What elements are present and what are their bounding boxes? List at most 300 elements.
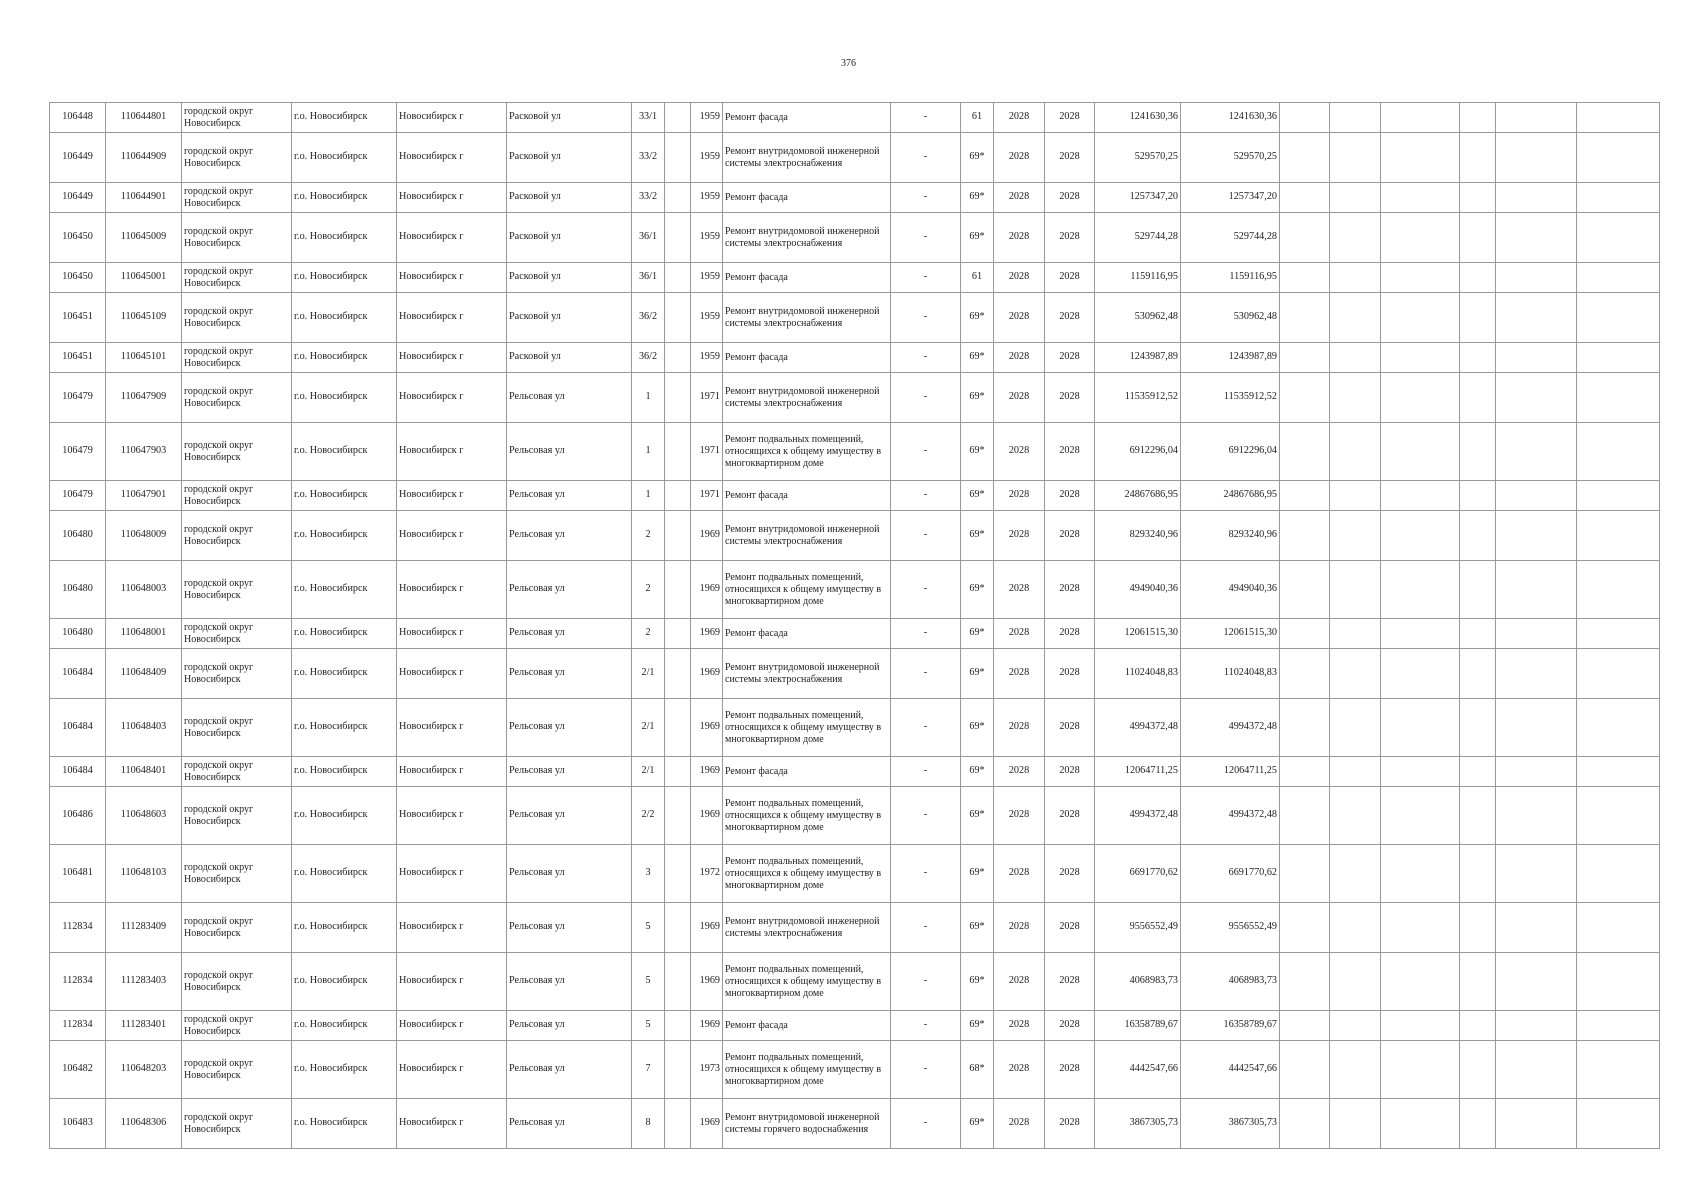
row-empty-cell [1496,649,1577,699]
row-municipality: городской округ Новосибирск [182,511,292,561]
row-okrug: г.о. Новосибирск [292,903,397,953]
row-building [665,263,691,293]
row-okrug: г.о. Новосибирск [292,953,397,1011]
row-empty-cell [1577,1099,1660,1149]
row-empty-cell [1280,1011,1330,1041]
row-id: 106482 [50,1041,106,1099]
table-row [50,649,1660,699]
row-municipality: городской округ Новосибирск [182,183,292,213]
row-total: 4994372,48 [1181,699,1280,757]
table-body [50,103,1660,1149]
row-wear: 69* [961,1099,994,1149]
row-empty-cell [1460,1011,1496,1041]
row-empty-cell [1460,133,1496,183]
row-house: 5 [632,1011,665,1041]
row-work-type: Ремонт подвальных помещений, относящихся к общему имуществу в многоквартирном доме [723,561,891,619]
row-empty-cell [1330,1099,1381,1149]
row-empty-cell [1577,133,1660,183]
row-empty-cell [1577,183,1660,213]
row-empty-cell [1330,787,1381,845]
row-municipality: городской округ Новосибирск [182,263,292,293]
row-empty-cell [1280,699,1330,757]
row-plan-year: 2028 [994,481,1045,511]
row-id: 106480 [50,511,106,561]
row-cost: 529744,28 [1095,213,1181,263]
row-empty-cell [1496,561,1577,619]
row-year: 1969 [691,953,723,1011]
row-dash: - [891,561,961,619]
row-wear: 69* [961,511,994,561]
row-empty-cell [1460,373,1496,423]
row-dash: - [891,953,961,1011]
row-year: 1971 [691,423,723,481]
row-id: 106449 [50,183,106,213]
row-street: Рельсовая ул [507,845,632,903]
row-total: 6912296,04 [1181,423,1280,481]
row-wear: 61 [961,103,994,133]
row-total: 1243987,89 [1181,343,1280,373]
row-street: Рельсовая ул [507,787,632,845]
row-empty-cell [1460,1041,1496,1099]
row-empty-cell [1460,845,1496,903]
row-year: 1959 [691,293,723,343]
row-total: 4068983,73 [1181,953,1280,1011]
table-row [50,1011,1660,1041]
row-empty-cell [1460,699,1496,757]
row-total: 1257347,20 [1181,183,1280,213]
row-municipality: городской округ Новосибирск [182,787,292,845]
row-empty-cell [1330,213,1381,263]
row-building [665,423,691,481]
row-empty-cell [1330,293,1381,343]
row-year: 1969 [691,619,723,649]
row-empty-cell [1330,133,1381,183]
row-empty-cell [1280,263,1330,293]
table-row [50,787,1660,845]
row-empty-cell [1496,619,1577,649]
row-building [665,845,691,903]
row-work-type: Ремонт фасада [723,183,891,213]
row-house: 8 [632,1099,665,1149]
row-cost: 1241630,36 [1095,103,1181,133]
row-dash: - [891,133,961,183]
row-empty-cell [1460,903,1496,953]
row-dash: - [891,787,961,845]
row-empty-cell [1460,343,1496,373]
row-total: 529570,25 [1181,133,1280,183]
row-dash: - [891,757,961,787]
table-row [50,373,1660,423]
row-wear: 68* [961,1041,994,1099]
table-row [50,423,1660,481]
row-empty-cell [1460,787,1496,845]
row-cost: 8293240,96 [1095,511,1181,561]
row-empty-cell [1496,343,1577,373]
row-empty-cell [1496,845,1577,903]
row-municipality: городской округ Новосибирск [182,649,292,699]
row-code: 110648003 [106,561,182,619]
table-row [50,1099,1660,1149]
table-row [50,953,1660,1011]
row-dash: - [891,293,961,343]
row-okrug: г.о. Новосибирск [292,343,397,373]
row-year: 1969 [691,757,723,787]
table-row [50,183,1660,213]
row-plan-year: 2028 [994,103,1045,133]
row-empty-cell [1280,845,1330,903]
row-empty-cell [1496,133,1577,183]
row-work-type: Ремонт фасада [723,103,891,133]
row-work-type: Ремонт подвальных помещений, относящихся к общему имуществу в многоквартирном доме [723,953,891,1011]
row-wear: 69* [961,561,994,619]
row-municipality: городской округ Новосибирск [182,903,292,953]
row-year: 1969 [691,903,723,953]
row-street: Рельсовая ул [507,423,632,481]
row-city: Новосибирск г [397,263,507,293]
row-city: Новосибирск г [397,903,507,953]
row-code: 111283401 [106,1011,182,1041]
row-work-type: Ремонт фасада [723,481,891,511]
row-empty-cell [1330,845,1381,903]
row-street: Расковой ул [507,183,632,213]
row-building [665,1011,691,1041]
row-empty-cell [1330,1011,1381,1041]
table-row [50,903,1660,953]
row-empty-cell [1381,757,1460,787]
row-city: Новосибирск г [397,953,507,1011]
repair-registry-table [49,102,1660,1149]
table-row [50,511,1660,561]
row-empty-cell [1577,213,1660,263]
row-total: 12061515,30 [1181,619,1280,649]
row-empty-cell [1381,423,1460,481]
row-cost: 12064711,25 [1095,757,1181,787]
row-empty-cell [1381,953,1460,1011]
row-street: Расковой ул [507,343,632,373]
row-work-type: Ремонт фасада [723,343,891,373]
row-street: Рельсовая ул [507,511,632,561]
row-id: 106483 [50,1099,106,1149]
row-empty-cell [1496,183,1577,213]
row-empty-cell [1330,373,1381,423]
row-city: Новосибирск г [397,183,507,213]
row-city: Новосибирск г [397,757,507,787]
row-dash: - [891,481,961,511]
row-fact-year: 2028 [1045,1011,1095,1041]
row-wear: 69* [961,787,994,845]
row-building [665,903,691,953]
row-city: Новосибирск г [397,343,507,373]
row-municipality: городской округ Новосибирск [182,1099,292,1149]
row-total: 3867305,73 [1181,1099,1280,1149]
row-empty-cell [1460,561,1496,619]
row-empty-cell [1460,103,1496,133]
row-code: 110648401 [106,757,182,787]
row-work-type: Ремонт фасада [723,757,891,787]
row-street: Рельсовая ул [507,757,632,787]
row-code: 110645001 [106,263,182,293]
table-row [50,619,1660,649]
row-plan-year: 2028 [994,183,1045,213]
row-wear: 69* [961,373,994,423]
row-empty-cell [1577,953,1660,1011]
row-okrug: г.о. Новосибирск [292,619,397,649]
row-house: 33/2 [632,133,665,183]
row-empty-cell [1330,103,1381,133]
row-empty-cell [1460,481,1496,511]
row-id: 106448 [50,103,106,133]
table-row [50,213,1660,263]
row-building [665,343,691,373]
row-fact-year: 2028 [1045,481,1095,511]
table-row [50,133,1660,183]
row-house: 2/1 [632,649,665,699]
row-work-type: Ремонт внутридомовой инженерной системы электроснабжения [723,293,891,343]
row-id: 106479 [50,373,106,423]
row-empty-cell [1330,561,1381,619]
row-okrug: г.о. Новосибирск [292,757,397,787]
row-fact-year: 2028 [1045,263,1095,293]
row-work-type: Ремонт фасада [723,263,891,293]
row-id: 106480 [50,619,106,649]
row-city: Новосибирск г [397,373,507,423]
row-cost: 3867305,73 [1095,1099,1181,1149]
row-plan-year: 2028 [994,787,1045,845]
row-empty-cell [1496,1099,1577,1149]
row-dash: - [891,619,961,649]
row-house: 1 [632,423,665,481]
row-empty-cell [1280,903,1330,953]
row-work-type: Ремонт подвальных помещений, относящихся к общему имуществу в многоквартирном доме [723,845,891,903]
row-house: 5 [632,953,665,1011]
row-empty-cell [1460,953,1496,1011]
row-id: 106451 [50,343,106,373]
row-work-type: Ремонт внутридомовой инженерной системы электроснабжения [723,649,891,699]
table-row [50,699,1660,757]
row-empty-cell [1496,903,1577,953]
row-total: 4442547,66 [1181,1041,1280,1099]
row-empty-cell [1381,619,1460,649]
row-work-type: Ремонт подвальных помещений, относящихся к общему имуществу в многоквартирном доме [723,423,891,481]
row-empty-cell [1330,423,1381,481]
row-empty-cell [1496,293,1577,343]
row-okrug: г.о. Новосибирск [292,423,397,481]
row-municipality: городской округ Новосибирск [182,699,292,757]
row-empty-cell [1381,699,1460,757]
row-code: 110644801 [106,103,182,133]
row-empty-cell [1280,649,1330,699]
row-house: 1 [632,373,665,423]
row-dash: - [891,511,961,561]
row-empty-cell [1496,787,1577,845]
row-empty-cell [1381,343,1460,373]
row-code: 110648009 [106,511,182,561]
row-empty-cell [1496,511,1577,561]
row-municipality: городской округ Новосибирск [182,757,292,787]
row-year: 1959 [691,343,723,373]
row-empty-cell [1496,263,1577,293]
row-city: Новосибирск г [397,511,507,561]
row-city: Новосибирск г [397,1041,507,1099]
row-empty-cell [1381,103,1460,133]
row-code: 110647909 [106,373,182,423]
row-dash: - [891,903,961,953]
row-plan-year: 2028 [994,1011,1045,1041]
row-year: 1969 [691,787,723,845]
row-dash: - [891,649,961,699]
row-empty-cell [1280,343,1330,373]
row-empty-cell [1330,649,1381,699]
row-code: 110648306 [106,1099,182,1149]
row-municipality: городской округ Новосибирск [182,293,292,343]
row-empty-cell [1381,649,1460,699]
row-empty-cell [1460,649,1496,699]
table-row [50,293,1660,343]
row-total: 24867686,95 [1181,481,1280,511]
row-plan-year: 2028 [994,699,1045,757]
row-plan-year: 2028 [994,757,1045,787]
row-street: Рельсовая ул [507,699,632,757]
row-id: 106450 [50,263,106,293]
row-wear: 69* [961,133,994,183]
row-year: 1959 [691,133,723,183]
row-work-type: Ремонт внутридомовой инженерной системы горячего водоснабжения [723,1099,891,1149]
row-code: 110648403 [106,699,182,757]
row-fact-year: 2028 [1045,373,1095,423]
row-fact-year: 2028 [1045,845,1095,903]
row-code: 110648103 [106,845,182,903]
row-empty-cell [1381,561,1460,619]
row-cost: 530962,48 [1095,293,1181,343]
row-empty-cell [1460,183,1496,213]
row-empty-cell [1381,1041,1460,1099]
row-building [665,213,691,263]
row-dash: - [891,263,961,293]
row-building [665,699,691,757]
row-municipality: городской округ Новосибирск [182,423,292,481]
row-fact-year: 2028 [1045,903,1095,953]
row-building [665,619,691,649]
row-street: Рельсовая ул [507,1099,632,1149]
row-fact-year: 2028 [1045,1099,1095,1149]
row-fact-year: 2028 [1045,699,1095,757]
row-total: 529744,28 [1181,213,1280,263]
row-empty-cell [1330,953,1381,1011]
row-empty-cell [1280,423,1330,481]
row-fact-year: 2028 [1045,133,1095,183]
row-empty-cell [1280,481,1330,511]
row-city: Новосибирск г [397,845,507,903]
row-year: 1969 [691,1011,723,1041]
row-empty-cell [1496,1011,1577,1041]
row-city: Новосибирск г [397,133,507,183]
row-cost: 4442547,66 [1095,1041,1181,1099]
row-okrug: г.о. Новосибирск [292,699,397,757]
row-plan-year: 2028 [994,373,1045,423]
row-empty-cell [1496,953,1577,1011]
row-code: 110645101 [106,343,182,373]
row-empty-cell [1577,1041,1660,1099]
row-empty-cell [1577,787,1660,845]
row-code: 110648603 [106,787,182,845]
row-empty-cell [1381,183,1460,213]
row-empty-cell [1577,561,1660,619]
row-city: Новосибирск г [397,649,507,699]
page-number: 376 [841,58,856,69]
row-empty-cell [1330,903,1381,953]
row-cost: 9556552,49 [1095,903,1181,953]
row-cost: 6691770,62 [1095,845,1181,903]
row-plan-year: 2028 [994,511,1045,561]
row-empty-cell [1330,481,1381,511]
row-empty-cell [1460,511,1496,561]
row-code: 110648001 [106,619,182,649]
row-empty-cell [1280,133,1330,183]
row-empty-cell [1381,481,1460,511]
row-plan-year: 2028 [994,953,1045,1011]
row-empty-cell [1330,263,1381,293]
row-okrug: г.о. Новосибирск [292,183,397,213]
row-wear: 69* [961,213,994,263]
row-building [665,481,691,511]
row-wear: 69* [961,757,994,787]
row-work-type: Ремонт фасада [723,1011,891,1041]
row-plan-year: 2028 [994,343,1045,373]
row-house: 1 [632,481,665,511]
row-dash: - [891,1099,961,1149]
row-street: Рельсовая ул [507,561,632,619]
row-code: 110647901 [106,481,182,511]
row-empty-cell [1280,561,1330,619]
row-empty-cell [1381,1011,1460,1041]
row-empty-cell [1577,845,1660,903]
row-fact-year: 2028 [1045,757,1095,787]
row-wear: 69* [961,1011,994,1041]
row-year: 1969 [691,511,723,561]
row-street: Рельсовая ул [507,649,632,699]
row-wear: 69* [961,293,994,343]
row-okrug: г.о. Новосибирск [292,845,397,903]
row-street: Рельсовая ул [507,953,632,1011]
row-cost: 11535912,52 [1095,373,1181,423]
table-row [50,263,1660,293]
row-year: 1973 [691,1041,723,1099]
row-year: 1969 [691,649,723,699]
row-wear: 69* [961,423,994,481]
row-id: 106486 [50,787,106,845]
row-empty-cell [1496,103,1577,133]
row-empty-cell [1381,213,1460,263]
row-house: 33/2 [632,183,665,213]
row-municipality: городской округ Новосибирск [182,561,292,619]
row-empty-cell [1280,511,1330,561]
row-city: Новосибирск г [397,1099,507,1149]
row-id: 106479 [50,423,106,481]
table-row [50,481,1660,511]
row-empty-cell [1577,649,1660,699]
row-cost: 4994372,48 [1095,699,1181,757]
row-building [665,511,691,561]
row-total: 12064711,25 [1181,757,1280,787]
row-work-type: Ремонт внутридомовой инженерной системы электроснабжения [723,511,891,561]
row-dash: - [891,1041,961,1099]
row-work-type: Ремонт подвальных помещений, относящихся к общему имуществу в многоквартирном доме [723,1041,891,1099]
row-empty-cell [1330,1041,1381,1099]
row-wear: 69* [961,343,994,373]
row-id: 112834 [50,953,106,1011]
row-cost: 24867686,95 [1095,481,1181,511]
row-empty-cell [1577,103,1660,133]
